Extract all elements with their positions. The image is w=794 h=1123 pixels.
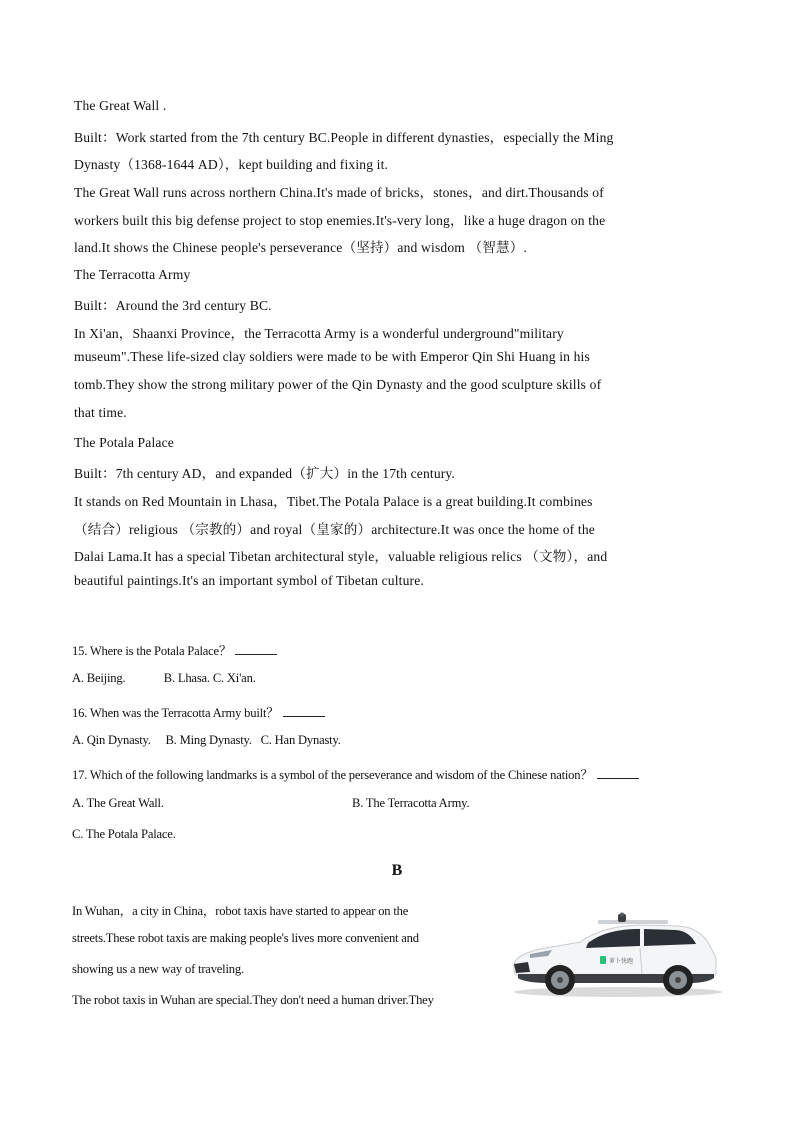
potala-palace-desc-line-4: beautiful paintings.It's an important symbol of Tibetan culture. (74, 573, 424, 588)
robot-taxi-image (508, 912, 722, 1000)
potala-palace-built: Built：7th century AD，and expanded（扩大）in the 17th century. (74, 466, 456, 481)
question-17-option-c: C. The Potala Palace. (72, 827, 176, 841)
great-wall-desc-line-1: The Great Wall runs across northern China.It's made of bricks，stones，and dirt.Thousands of (74, 185, 604, 200)
answer-blank-15[interactable] (235, 645, 277, 655)
question-17-stem: 17. Which of the following landmarks is a symbol of the perseverance and wisdom of the Chinese nation？ (72, 768, 593, 782)
terracotta-army-desc-line-2: museum".These life-sized clay soldiers were made to be with Emperor Qin Shi Huang in his (74, 349, 590, 364)
question-17-option-a: A. The Great Wall. (72, 796, 164, 810)
terracotta-army-desc-line-3: tomb.They show the strong military power of the Qin Dynasty and the good sculpture skills of (74, 377, 602, 392)
question-15-options: A. Beijing. B. Lhasa. C. Xi'an. (72, 671, 256, 685)
terracotta-army-desc-line-1: In Xi'an，Shaanxi Province，the Terracotta Army is a wonderful underground"military (74, 326, 564, 341)
potala-palace-desc-line-2: （结合）religious （宗教的）and royal（皇家的）architecture.It was once the home of the (74, 522, 595, 537)
question-15-stem: 15. Where is the Potala Palace？ (72, 644, 232, 658)
question-17-option-b: B. The Terracotta Army. (352, 796, 470, 810)
terracotta-army-built: Built：Around the 3rd century BC. (74, 298, 272, 313)
potala-palace-desc-line-3: Dalai Lama.It has a special Tibetan architectural style，valuable religious relics （文物），and (74, 549, 608, 564)
great-wall-desc-line-3: land.It shows the Chinese people's perseverance（坚持）and wisdom （智慧）. (74, 240, 528, 255)
question-16-stem: 16. When was the Terracotta Army built？ (72, 706, 279, 720)
great-wall-built-line-2: Dynasty（1368-1644 AD），kept building and fixing it. (74, 157, 389, 172)
potala-palace-desc-line-1: It stands on Red Mountain in Lhasa，Tibet.The Potala Palace is a great building.It combines (74, 494, 593, 509)
great-wall-desc-line-2: workers built this big defense project to stop enemies.It's-very long，like a huge dragon on the (74, 213, 606, 228)
section-b-p2-line-1: The robot taxis in Wuhan are special.They don't need a human driver.They (72, 993, 434, 1007)
great-wall-title: The Great Wall . (74, 98, 167, 113)
terracotta-army-desc-line-4: that time. (74, 405, 127, 420)
terracotta-army-title: The Terracotta Army (74, 267, 191, 282)
car-logo-text: 萝卜快跑 (609, 958, 634, 965)
potala-palace-title: The Potala Palace (74, 435, 174, 450)
question-17 (72, 764, 639, 783)
section-b-title: B (391, 862, 403, 879)
answer-blank-16[interactable] (283, 707, 325, 717)
answer-blank-17[interactable] (597, 769, 639, 779)
question-16-options: A. Qin Dynasty. B. Ming Dynasty. C. Han Dynasty. (72, 733, 341, 747)
great-wall-built-line-1: Built：Work started from the 7th century BC.People in different dynasties，especially the Ming (74, 130, 614, 145)
section-b-p1-line-2: streets.These robot taxis are making people's lives more convenient and (72, 931, 419, 945)
section-b-p1-line-1: In Wuhan，a city in China，robot taxis have started to appear on the (72, 904, 409, 918)
question-15 (72, 640, 277, 659)
question-16 (72, 702, 325, 721)
section-b-p1-line-3: showing us a new way of traveling. (72, 962, 244, 976)
